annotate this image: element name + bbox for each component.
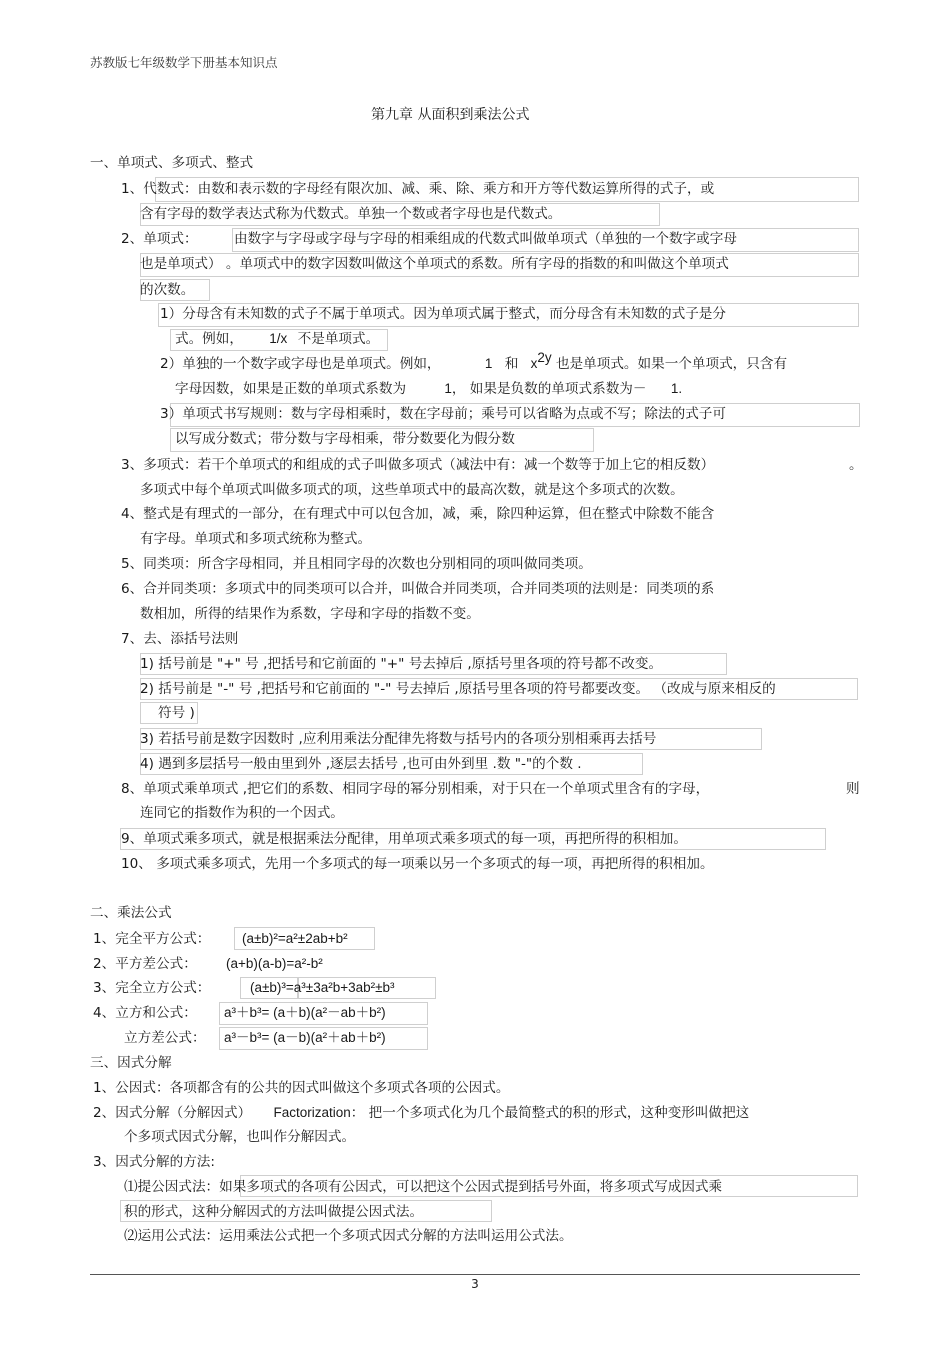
factor-item-2-prefix: 2、因式分解（分解因式） — [93, 1105, 252, 1121]
bracket-rule-1: 1) 括号前是 "+" 号 ,把括号和它前面的 "+" 号去掉后 ,原括号里各项的符号都不改变。 — [140, 656, 663, 672]
item-2-line-1: 由数字与字母或字母与字母的相乘组成的代数式叫做单项式（单独的一个数字或字母 — [234, 231, 737, 247]
item-6-line-1: 6、合并同类项：多项式中的同类项可以合并，叫做合并同类项，合并同类项的法则是：同类项的系 — [121, 581, 715, 597]
formula-4: a³＋b³= (a＋b)(a²－ab＋b²) — [224, 1005, 386, 1020]
note-2-number: 1 — [484, 356, 493, 371]
formula-2: (a+b)(a-b)=a²-b² — [226, 956, 323, 971]
note-1-suffix: 不是单项式。 — [297, 331, 380, 347]
formula-1-label: 1、完全平方公式： — [93, 931, 211, 947]
item-1-line-2: 含有字母的数学表达式称为代数式。单独一个数或者字母也是代数式。 — [140, 206, 562, 222]
formula-5-label: 立方差公式： — [124, 1030, 206, 1046]
item-8-line-1: 8、单项式乘单项式 ,把它们的系数、相同字母的幂分别相乘，对于只在一个单项式里含有的字母， — [121, 781, 710, 797]
factor-item-2-line-2: 个多项式因式分解，也叫作分解因式。 — [124, 1129, 356, 1145]
note-2-variable: x — [530, 356, 538, 371]
item-4-line-2: 有字母。单项式和多项式统称为整式。 — [140, 531, 372, 547]
bracket-rule-2-line-1: 2) 括号前是 "-" 号 ,把括号和它前面的 "-" 号去掉后 ,原括号里各项的符号都要改变。 （改成与原来相反的 — [140, 681, 776, 697]
footer-rule — [90, 1274, 860, 1275]
formula-1: (a±b)²=a²±2ab+b² — [242, 931, 348, 946]
method-2: ⑵运用公式法：运用乘法公式把一个多项式因式分解的方法叫运用公式法。 — [124, 1228, 573, 1244]
factor-item-1: 1、公因式：各项都含有的公共的因式叫做这个多项式各项的公因式。 — [93, 1080, 510, 1096]
note-2-line-2 — [175, 379, 682, 399]
method-1-line-1: ⑴提公因式法：如果多项式的各项有公因式，可以把这个公因式提到括号外面，将多项式写成因式乘 — [124, 1179, 723, 1195]
method-1-line-2: 积的形式，这种分解因式的方法叫做提公因式法。 — [124, 1204, 424, 1220]
item-10: 10、 多项式乘多项式，先用一个多项式的每一项乘以另一个多项式的每一项，再把所得的积相加。 — [121, 856, 714, 872]
factor-item-2-line-1 — [93, 1103, 749, 1123]
factor-item-2-english: Factorization： — [273, 1105, 365, 1120]
item-2-line-3: 的次数。 — [140, 282, 195, 298]
formula-3: (a±b)³=a³±3a²b+3ab²±b³ — [250, 980, 395, 995]
note-1-expression: 1/x — [269, 331, 288, 346]
item-4-line-1: 4、整式是有理式的一部分，在有理式中可以包含加，减，乘，除四种运算，但在整式中除数不能含 — [121, 506, 715, 522]
formula-3-label: 3、完全立方公式： — [93, 980, 211, 996]
note-3-line-2: 以写成分数式；带分数与字母相乘，带分数要化为假分数 — [175, 431, 515, 447]
factor-item-3: 3、因式分解的方法: — [93, 1154, 215, 1170]
formula-5: a³－b³= (a－b)(a²＋ab＋b²) — [224, 1030, 386, 1045]
item-6-line-2: 数相加，所得的结果作为系数，字母和字母的指数不变。 — [140, 606, 480, 622]
bracket-rule-4: 4) 遇到多层括号一般由里到外 ,逐层去括号 ,也可由外到里 .数 "-"的个数 . — [140, 756, 582, 772]
item-3-end-mark: 。 — [849, 457, 863, 473]
note-2-prefix: 2）单独的一个数字或字母也是单项式。例如， — [160, 356, 441, 372]
item-2-label: 2、单项式： — [121, 231, 198, 247]
item-2-line-2: 也是单项式） 。单项式中的数字因数叫做这个单项式的系数。所有字母的指数的和叫做这个单项式 — [140, 256, 729, 272]
note-2-suffix: 也是单项式。如果一个单项式，只含有 — [555, 356, 788, 372]
item-7-heading: 7、去、添括号法则 — [121, 631, 239, 647]
note-2-and: 和 — [504, 356, 519, 372]
chapter-title: 第九章 从面积到乘法公式 — [371, 107, 530, 123]
item-3-line-2: 多项式中每个单项式叫做多项式的项，这些单项式中的最高次数，就是这个多项式的次数。 — [140, 482, 684, 498]
formula-4-label: 4、立方和公式： — [93, 1005, 197, 1021]
note-1-line-1: 1）分母含有未知数的式子不属于单项式。因为单项式属于整式，而分母含有未知数的式子是分 — [160, 306, 726, 322]
factor-item-2-suffix: 把一个多项式化为几个最简整式的积的形式，这种变形叫做把这 — [368, 1105, 750, 1121]
item-5: 5、同类项：所含字母相同，并且相同字母的次数也分别相同的项叫做同类项。 — [121, 556, 592, 572]
note-2b-value-1: 1， — [444, 381, 466, 396]
item-9: 9、单项式乘多项式，就是根据乘法分配律，用单项式乘多项式的每一项，再把所得的积相加。 — [121, 831, 687, 847]
bracket-rule-3: 3) 若括号前是数字因数时 ,应利用乘法分配律先将数与括号内的各项分别相乘再去括号 — [140, 731, 657, 747]
item-8-end: 则 — [846, 781, 860, 797]
note-2b-middle: 如果是负数的单项式系数为－ — [469, 381, 647, 397]
item-3-line-1: 3、多项式：若干个单项式的和组成的式子叫做多项式（减法中有：减一个数等于加上它的相反数） — [121, 457, 715, 473]
note-2b-prefix: 字母因数，如果是正数的单项式系数为 — [175, 381, 407, 397]
note-2b-value-2: 1. — [670, 381, 683, 396]
section-heading-1: 一、单项式、多项式、整式 — [90, 155, 254, 171]
bracket-rule-2-line-2: 符号 ) — [158, 705, 195, 721]
note-3-line-1: 3）单项式书写规则：数与字母相乘时，数在字母前；乘号可以省略为点或不写；除法的式子可 — [160, 406, 726, 422]
formula-2-label: 2、平方差公式： — [93, 956, 197, 972]
note-1-line-2 — [175, 329, 379, 349]
note-1-prefix: 式。例如， — [175, 331, 243, 347]
section-heading-3: 三、因式分解 — [90, 1055, 172, 1071]
note-2-line-1 — [160, 350, 788, 374]
item-8-line-2: 连同它的指数作为积的一个因式。 — [140, 805, 344, 821]
note-2-exponent: 2y — [537, 350, 552, 365]
page-number: 3 — [471, 1277, 479, 1291]
page-header: 苏教版七年级数学下册基本知识点 — [90, 55, 278, 70]
section-heading-2: 二、乘法公式 — [90, 905, 172, 921]
item-1-line-1: 1、代数式：由数和表示数的字母经有限次加、减、乘、除、乘方和开方等代数运算所得的式子，或 — [121, 181, 715, 197]
